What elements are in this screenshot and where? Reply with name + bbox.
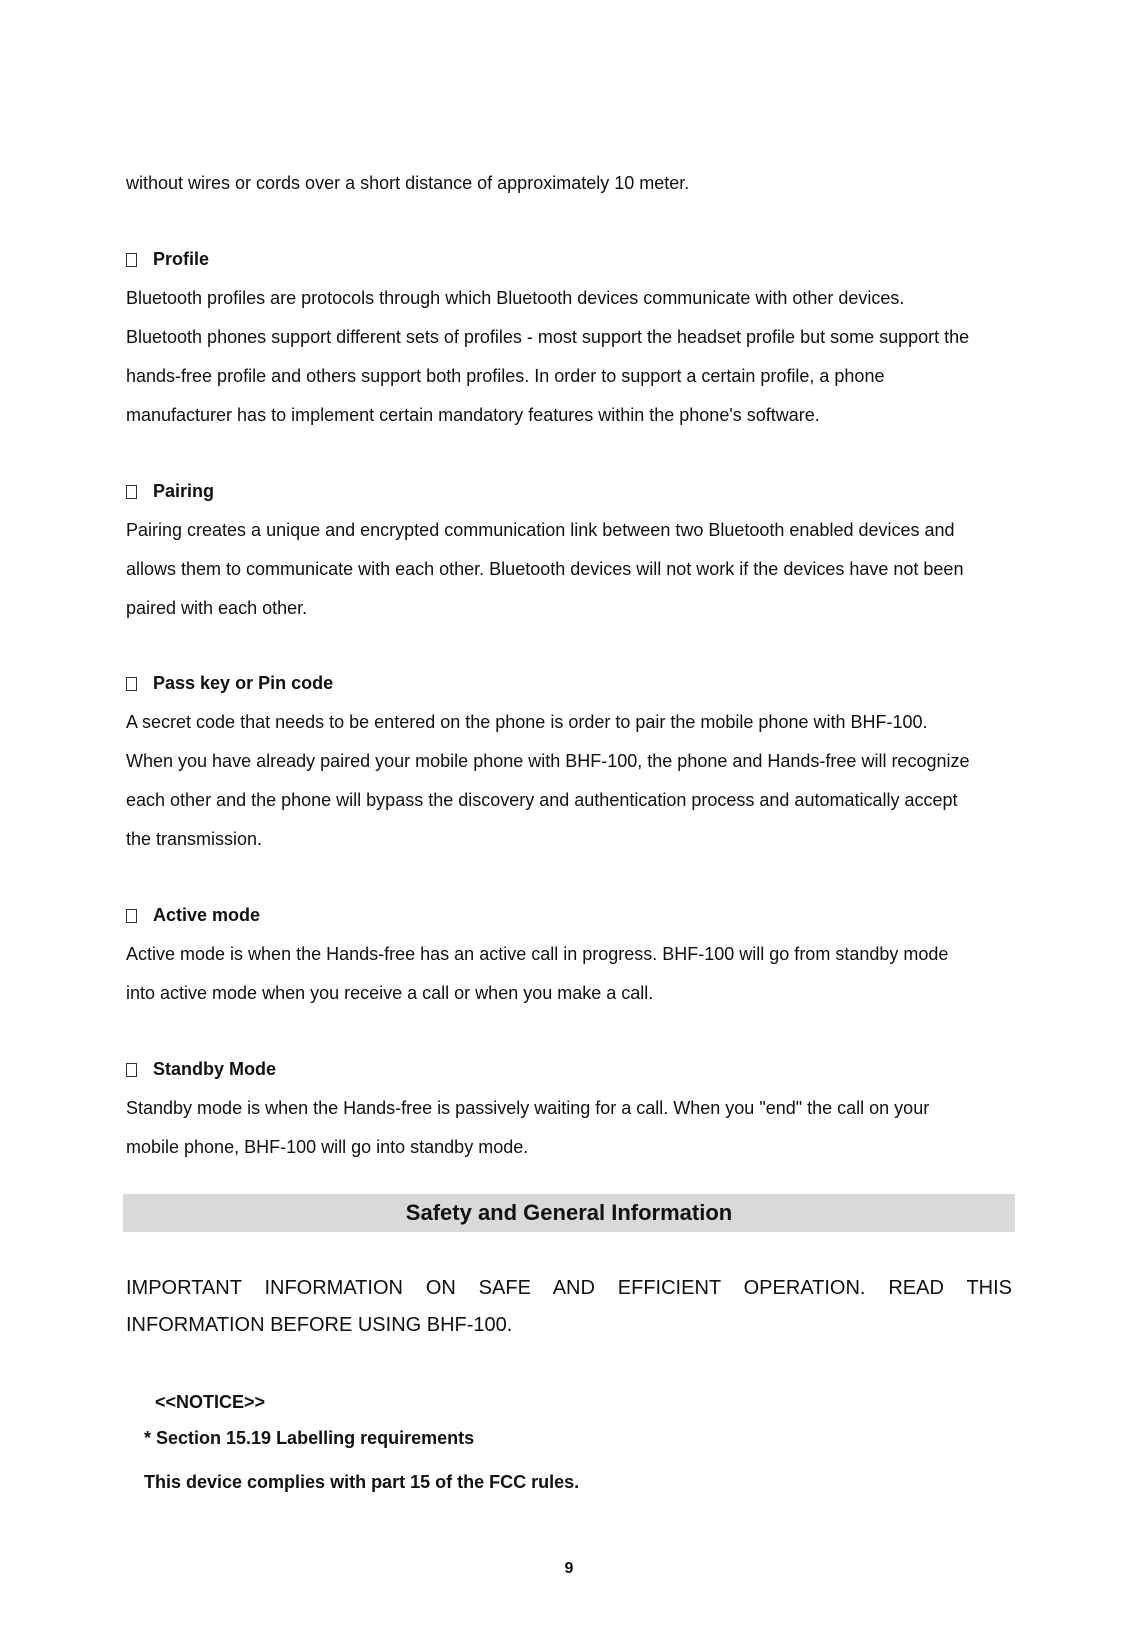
- checkbox-bullet-icon: [126, 677, 137, 691]
- body-line: Bluetooth profiles are protocols through which Bluetooth devices communicate with other devices.: [126, 288, 905, 308]
- notice-label: <<NOTICE>>: [155, 1392, 266, 1412]
- checkbox-bullet-icon: [126, 909, 137, 923]
- body-line: the transmission.: [126, 829, 263, 849]
- important-paragraph: [126, 1270, 1012, 1344]
- body-line: paired with each other.: [126, 598, 308, 618]
- body-line: each other and the phone will bypass the discovery and authentication process and automatically accept: [126, 790, 958, 810]
- checkbox-bullet-icon: [126, 253, 137, 267]
- section-heading-profile: [126, 247, 209, 271]
- body-line: hands-free profile and others support both profiles. In order to support a certain profile, a phone: [126, 366, 885, 386]
- checkbox-bullet-icon: [126, 485, 137, 499]
- section-heading-label: Standby Mode: [153, 1059, 277, 1079]
- section-heading-label: Profile: [153, 249, 210, 269]
- section-body-profile: [126, 279, 969, 435]
- body-line: Pairing creates a unique and encrypted communication link between two Bluetooth enabled devices and: [126, 520, 955, 540]
- intro-line: without wires or cords over a short distance of approximately 10 meter.: [126, 173, 690, 193]
- section-heading-label: Pass key or Pin code: [153, 673, 334, 693]
- checkbox-bullet-icon: [126, 1063, 137, 1077]
- safety-title-band: [123, 1194, 1015, 1232]
- safety-title: Safety and General Information: [405, 1200, 733, 1225]
- page-number: 9: [564, 1560, 574, 1577]
- section-heading-active-mode: [126, 903, 260, 927]
- section-body-active-mode: [126, 935, 948, 1013]
- body-line: allows them to communicate with each other. Bluetooth devices will not work if the devices have not been: [126, 559, 964, 579]
- notice-section: * Section 15.19 Labelling requirements: [144, 1428, 475, 1448]
- body-line: Bluetooth phones support different sets of profiles - most support the headset profile but some support the: [126, 327, 970, 347]
- body-line: Active mode is when the Hands-free has an active call in progress. BHF-100 will go from standby mode: [126, 944, 949, 964]
- important-line-2: INFORMATION BEFORE USING BHF-100.: [126, 1314, 513, 1336]
- body-line: A secret code that needs to be entered on the phone is order to pair the mobile phone with BHF-100.: [126, 712, 928, 732]
- section-heading-pairing: [126, 479, 214, 503]
- body-line: Standby mode is when the Hands-free is passively waiting for a call. When you "end" the call on your: [126, 1098, 930, 1118]
- section-heading-pass-key: [126, 671, 333, 695]
- body-line: manufacturer has to implement certain mandatory features within the phone's software.: [126, 405, 820, 425]
- section-heading-label: Active mode: [153, 905, 261, 925]
- body-line: When you have already paired your mobile phone with BHF-100, the phone and Hands-free will recognize: [126, 751, 970, 771]
- section-body-pass-key: [126, 703, 970, 859]
- notice-compliance: This device complies with part 15 of the FCC rules.: [144, 1472, 580, 1492]
- important-line-1: IMPORTANT INFORMATION ON SAFE AND EFFICIENT OPERATION. READ THIS: [126, 1277, 1012, 1299]
- body-line: mobile phone, BHF-100 will go into standby mode.: [126, 1137, 529, 1157]
- body-line: into active mode when you receive a call or when you make a call.: [126, 983, 654, 1003]
- section-body-pairing: [126, 511, 963, 628]
- section-heading-label: Pairing: [153, 481, 215, 501]
- section-heading-standby-mode: [126, 1057, 276, 1081]
- section-body-standby-mode: [126, 1089, 929, 1167]
